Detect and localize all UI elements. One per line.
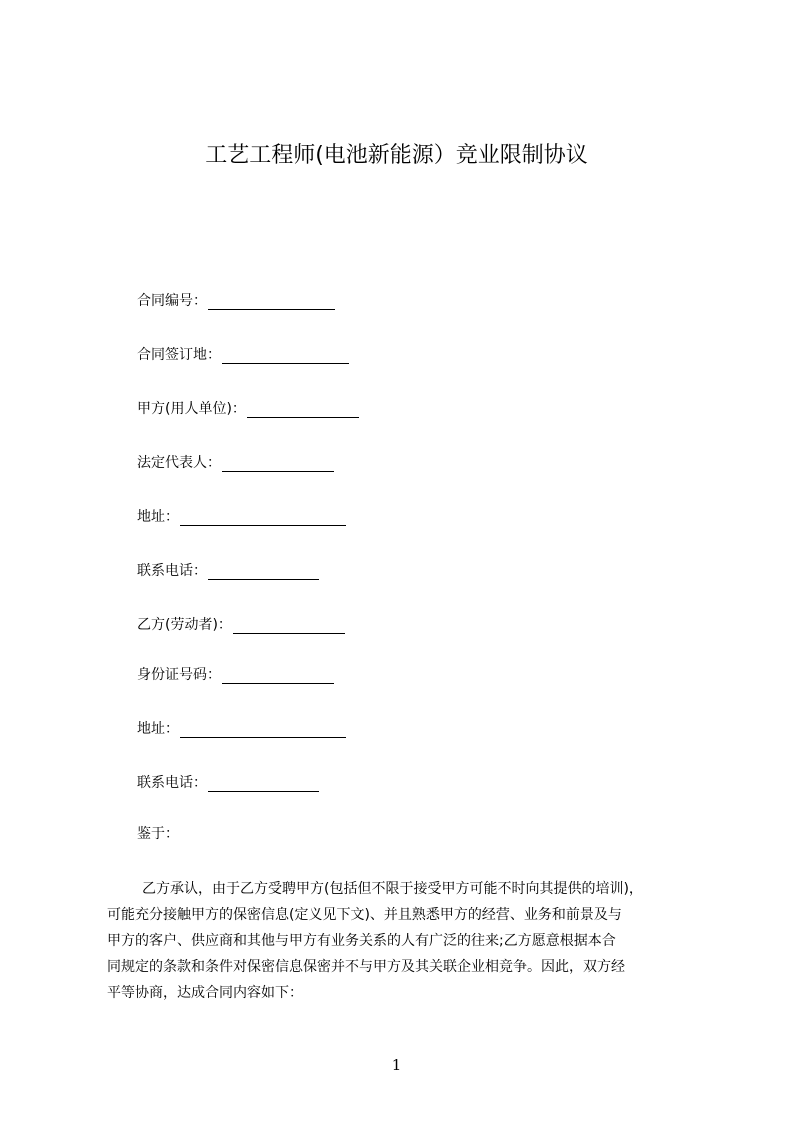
field-party-a-phone (137, 560, 319, 582)
field-label: 地址： (137, 721, 179, 737)
fill-in-blank (222, 668, 334, 684)
field-id-number (137, 664, 334, 686)
paragraph-line: 可能充分接触甲方的保密信息(定义见下文)、并且熟悉甲方的经营、业务和前景及与 (107, 907, 622, 923)
fill-in-blank (222, 456, 334, 472)
field-label: 联系电话： (137, 563, 207, 579)
field-contract-number (137, 290, 335, 312)
paragraph-line: 同规定的条款和条件对保密信息保密并不与甲方及其关联企业相竞争。因此，双方经 (107, 959, 625, 975)
paragraph-line: 甲方的客户、供应商和其他与甲方有业务关系的人有广泛的往来;乙方愿意根据本合 (107, 933, 616, 949)
fill-in-blank (180, 510, 346, 526)
field-label: 身份证号码： (137, 667, 221, 683)
field-party-b (137, 614, 345, 636)
fill-in-blank (208, 294, 335, 310)
field-party-b-phone (137, 772, 319, 794)
field-legal-representative (137, 452, 334, 474)
field-party-a-address (137, 506, 346, 528)
field-label: 乙方(劳动者)： (137, 617, 232, 633)
fill-in-blank (208, 776, 319, 792)
paragraph-line: 平等协商，达成合同内容如下： (107, 985, 303, 1001)
document-title: 工艺工程师(电池新能源）竞业限制协议 (205, 143, 588, 168)
field-party-b-address (137, 718, 346, 740)
field-party-a (137, 398, 359, 420)
field-label: 法定代表人： (137, 455, 221, 471)
field-label: 地址： (137, 509, 179, 525)
whereas-heading: 鉴于： (137, 826, 179, 842)
paragraph-line: 乙方承认，由于乙方受聘甲方(包括但不限于接受甲方可能不时向其提供的培训)， (142, 881, 643, 897)
field-label: 合同签订地： (137, 347, 221, 363)
field-label: 联系电话： (137, 775, 207, 791)
field-label: 甲方(用人单位)： (137, 401, 246, 417)
fill-in-blank (233, 618, 345, 634)
fill-in-blank (247, 402, 359, 418)
fill-in-blank (208, 564, 319, 580)
field-label: 合同编号： (137, 293, 207, 309)
page-number: 1 (391, 1056, 402, 1074)
recital-paragraph (107, 876, 687, 1006)
field-signing-place (137, 344, 349, 366)
fill-in-blank (180, 722, 346, 738)
fill-in-blank (222, 348, 349, 364)
